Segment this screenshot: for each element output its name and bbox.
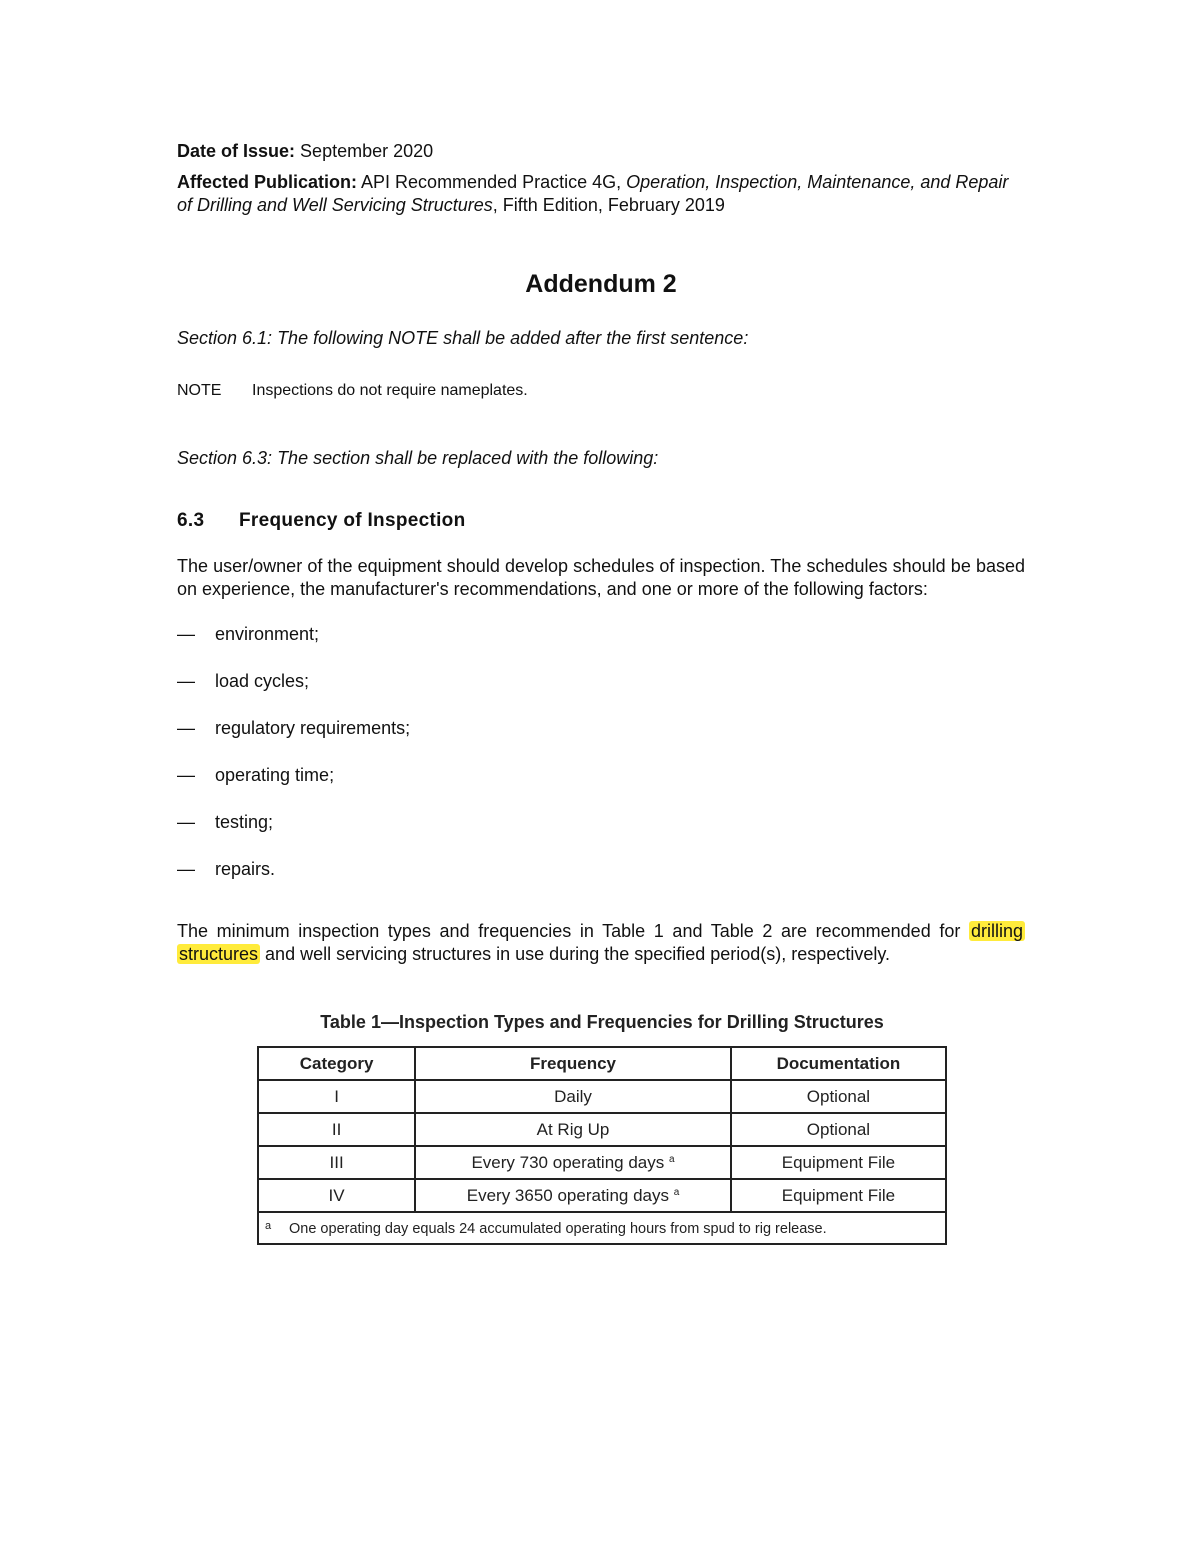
dash-icon: — — [177, 718, 195, 738]
page-title: Addendum 2 — [525, 270, 677, 298]
list-item: — repairs. — [177, 858, 1025, 905]
list-item: — load cycles; — [177, 670, 1025, 717]
note-text: Inspections do not require nameplates. — [252, 382, 528, 399]
table-row: I Daily Optional — [258, 1080, 946, 1113]
dash-icon: — — [177, 671, 195, 691]
highlight-structures: structures — [179, 944, 259, 964]
factors-list — [177, 623, 1025, 905]
document-page — [177, 140, 1025, 966]
dash-icon: — — [177, 765, 195, 785]
list-item: — operating time; — [177, 764, 1025, 811]
footnote-mark: a — [265, 1219, 272, 1232]
table-row: III Every 730 operating days $^a$ Equipment File — [258, 1146, 946, 1179]
dash-icon: — — [177, 812, 195, 832]
pub-prefix: API Recommended Practice 4G, — [361, 172, 622, 192]
pub-label: Affected Publication: — [177, 172, 358, 192]
table-intro-paragraph: The minimum inspection types and frequencies in Table 1 and Table 2 are recommended for drilling structures and well servicing structures in use during the specified period(s), respectively. — [177, 921, 1023, 964]
list-item: — testing; — [177, 811, 1025, 858]
inspection-table-block — [257, 1010, 947, 1245]
header-documentation: Documentation — [731, 1047, 946, 1080]
heading-text: Frequency of Inspection — [239, 510, 466, 531]
header-category: Category — [258, 1047, 415, 1080]
pub-suffix: , Fifth Edition, February 2019 — [492, 195, 725, 215]
intro-paragraph: The user/owner of the equipment should develop schedules of inspection. The schedules should be based on experience, the manufacturer's recommendations, and one or more of the following factors: — [177, 556, 1025, 599]
section-6-1-instruction: Section 6.1: The following NOTE shall be added after the first sentence: — [177, 328, 749, 348]
header-frequency: Frequency — [415, 1047, 731, 1080]
footnote-ref: a — [669, 1153, 675, 1165]
dash-icon: — — [177, 624, 195, 644]
highlight-drilling: drilling — [970, 921, 1023, 941]
pub-title: Operation, Inspection, Maintenance, and Repair of Drilling and Well Servicing Structures — [177, 172, 1009, 215]
table-row: II At Rig Up Optional — [258, 1113, 946, 1146]
affected-publication — [177, 171, 1025, 217]
date-of-issue — [177, 140, 1025, 163]
table-row: IV Every 3650 operating days $^a$ Equipment File — [258, 1179, 946, 1212]
heading-number: 6.3 — [177, 510, 205, 531]
date-value: September 2020 — [300, 141, 434, 161]
table-footnote-row — [258, 1212, 946, 1244]
section-heading — [177, 509, 1025, 533]
list-item: — regulatory requirements; — [177, 717, 1025, 764]
table-title: Table 1—Inspection Types and Frequencies for Drilling Structures — [320, 1012, 884, 1032]
dash-icon: — — [177, 859, 195, 879]
footnote-ref: a — [673, 1186, 680, 1198]
footnote-text: One operating day equals 24 accumulated operating hours from spud to rig release. — [289, 1220, 827, 1237]
inspection-table — [257, 1046, 947, 1245]
note-block — [177, 381, 1025, 401]
list-item: — environment; — [177, 623, 1025, 670]
section-6-3-instruction: Section 6.3: The section shall be replaced with the following: — [177, 448, 659, 468]
date-label: Date of Issue: — [177, 141, 296, 161]
table-header-row — [258, 1047, 946, 1080]
note-label: NOTE — [177, 382, 222, 399]
